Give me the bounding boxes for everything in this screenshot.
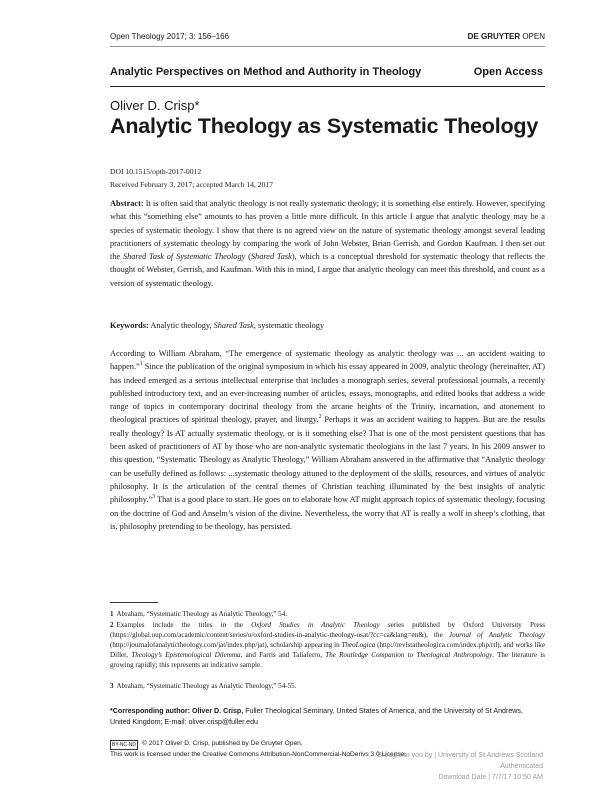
section-title: Analytic Perspectives on Method and Authority in Theology	[110, 66, 422, 78]
body-text: According to William Abraham, “The emergence of systematic theology as analytic theology was ... an accident waiting to happen.”	[110, 349, 545, 372]
footnote-number: 2	[110, 621, 114, 629]
journal-citation: Open Theology 2017; 3: 156–166	[110, 32, 230, 41]
footnote-text: Examples include the titles in the	[116, 621, 252, 629]
author-name: Oliver D. Crisp*	[110, 98, 200, 113]
download-watermark-line3: Download Date | 7/7/17 10:50 AM	[438, 774, 543, 781]
received-dates: Received February 3, 2017; accepted March 14, 2017	[110, 180, 273, 189]
body-text: Perhaps it was an accident waiting to happen. But are the results really theology? Is AT actually systematic theology, or is it something else? That is one of the most persistent questions that has been asked of practitioners of AT by those who are non-analytic systematic theologians in the last 7 years. In his 2009 answer to this question, “Systematic Theology as Analytic Theology,” William Abraham answered in the affirmative that “Analytic theology can be usefully defined as follows: ...systematic theology attuned to the deployment of the skills, resources, and virtues of analytic philosophy. It is the articulation of the central themes of Christian teaching illuminated by the best insights of analytic philosophy.”	[110, 415, 545, 505]
footnote-text: series published by Oxford University Press (https://global.oup.com/academic/content/series/o/oxford-studies-in-analytic-theology-osat/?cc=ca&lang=en&), the	[110, 621, 546, 639]
corresponding-author	[110, 706, 545, 728]
abstract-emphasis: Shared Task of Systematic Theology	[122, 252, 246, 262]
download-watermark-line2: Authenticated	[500, 763, 543, 770]
footnote-text: Abraham, “Systematic Theology as Analytic Theology,” 54.	[116, 610, 288, 618]
download-watermark-line1: Brought to you by | University of St Andrews Scotland	[377, 752, 543, 759]
footnote-ref[interactable]: 3	[152, 494, 156, 501]
footnote-text: (http://revistatheologica.com/index.php/rtl), and works like Diller,	[110, 641, 545, 659]
abstract-text: (	[245, 252, 251, 262]
abstract-text: It is often said that analytic theology is not really systematic theology; it is something else entirely. However, specifying what this “something else” amounts to has proven a little more difficult. In this article I argue that analytic theology may be a species of systematic theology. I show that there is no agreed view on the nature of systematic theology amongst several leading practitioners of systematic theology by comparing the work of John Webster, Brian Gerrish, and Gordon Kaufman. I then set out the	[110, 199, 545, 262]
abstract-label: Abstract:	[110, 199, 144, 208]
footnote-1	[110, 609, 545, 619]
article-title: Analytic Theology as Systematic Theology	[110, 114, 539, 138]
open-access-label: Open Access	[473, 66, 543, 78]
doi: DOI 10.1515/opth-2017-0012	[110, 167, 202, 176]
footnote-emphasis: TheoLogica	[341, 641, 376, 649]
footnote-2	[110, 620, 545, 670]
license-line: This work is licensed under the Creative Commons Attribution-NonCommercial-NoDerivs 3.0 License.	[110, 751, 407, 758]
header-rule	[110, 46, 545, 47]
publisher-name-rest: OPEN	[520, 32, 545, 41]
footnote-emphasis: The Routledge Companion to Theological Anthropology	[325, 651, 493, 659]
section-rule	[110, 86, 545, 87]
footnote-emphasis: Oxford Studies in Analytic Theology	[251, 621, 380, 629]
keywords	[110, 321, 324, 330]
keywords-text: , systematic theology	[253, 321, 325, 330]
abstract-text: ), which is a conceptual threshold for systematic theology that reflects the thought of Webster, Gerrish, and Kaufman. With this in mind, I argue that analytic theology can meet this threshold, and count as a version of systematic theology.	[110, 252, 545, 288]
body-paragraph	[110, 347, 545, 533]
keywords-text: Analytic theology,	[148, 321, 214, 330]
publisher-name-bold: DE GRUYTER	[467, 32, 521, 41]
corresponding-label: *Corresponding author: Oliver D. Crisp,	[110, 707, 244, 715]
abstract	[110, 197, 545, 290]
footnote-text: . The literature is growing rapidly; this represents an indicative sample.	[110, 651, 545, 669]
footnote-ref[interactable]: 2	[318, 414, 322, 421]
keywords-label: Keywords:	[110, 321, 149, 330]
copyright-line: © 2017 Oliver D. Crisp, published by De Gruyter Open.	[142, 740, 303, 747]
corresponding-text: Fuller Theological Seminary, United States of America, and the University of St Andrews, United Kingdom; E-mail: oliver.crisp@fuller.edu	[110, 707, 523, 726]
publisher-logo	[468, 32, 545, 41]
footnote-text: (http://journalofanalytictheology.com/jat/index.php/jat), scholarship appearing in	[110, 641, 342, 649]
footnote-rule	[110, 602, 158, 603]
footnote-number: 1	[110, 610, 114, 618]
footnote-text: , and Farris and Taliaferro,	[240, 651, 326, 659]
footnote-3	[110, 681, 545, 691]
body-text: That is a good place to start. He goes on to elaborate how AT might approach topics of systematic theology, focusing on the doctrine of God and Anselm’s vision of the divine. Nevertheless, the worry that AT is really a wolf in sheep’s clothing, that is, philosophy pretending to be theology, has persisted.	[110, 495, 545, 531]
footnote-emphasis: Theology’s Epistemological Dilemma	[131, 651, 241, 659]
cc-license-icon: BY-NC-ND	[110, 740, 138, 750]
footnote-ref[interactable]: 1	[139, 361, 143, 368]
footnote-number: 3	[110, 682, 114, 690]
keywords-emphasis: Shared Task	[213, 321, 254, 330]
abstract-emphasis: Shared Task	[250, 252, 292, 262]
footnote-emphasis: Journal of Analytic Theology	[448, 631, 545, 639]
body-text: Since the publication of the original symposium in which his essay appeared in 2009, analytic theology (hereinafter, AT) has indeed emerged as a serious intellectual enterprise that includes a monograph series, several professional journals, a recently published introductory text, and an ever-increasing number of articles, essays, monographs, and edited books that address a wide range of topics in contemporary doctrinal theology from the arcane heights of the Trinity, incarnation, and atonement to theological practices of spiritual theology, prayer, and liturgy.	[110, 362, 545, 425]
footnote-text: Abraham, “Systematic Theology as Analytic Theology,” 54-55.	[116, 682, 297, 690]
